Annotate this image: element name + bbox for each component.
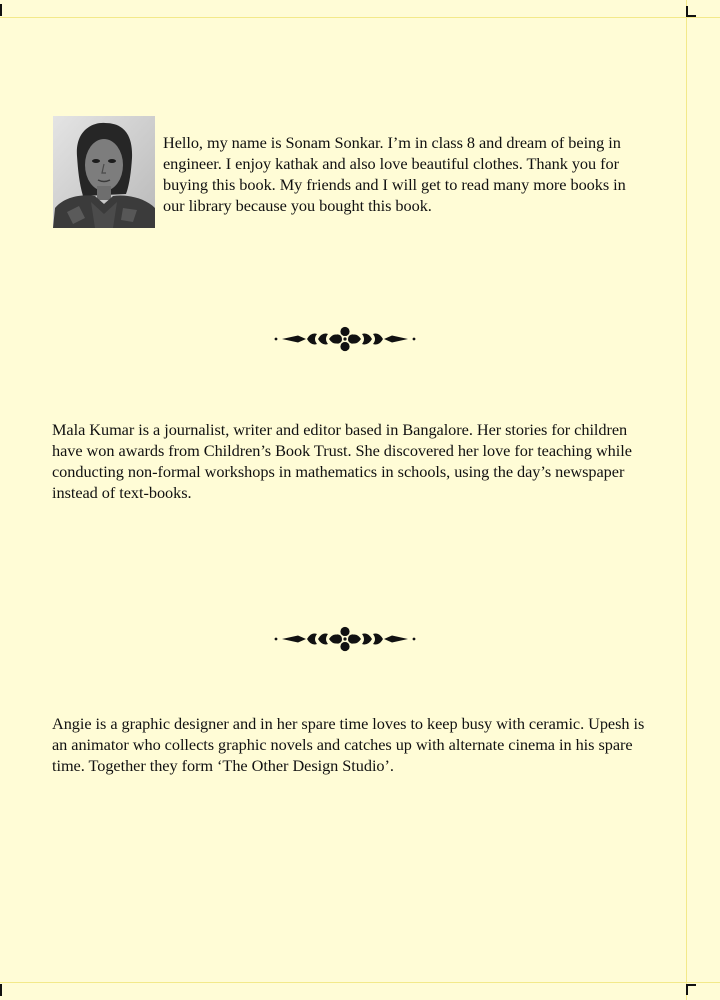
illustrator-bio-text: Angie is a graphic designer and in her spare time loves to keep busy with ceramic. Upesh is an animator who collects graphic novels and catches up with alternate cinema in his spare time. Together they form ‘The Other Design Studio’. bbox=[52, 714, 645, 775]
crop-mark-top-left bbox=[0, 4, 2, 16]
crop-mark-top-right-horizontal bbox=[686, 15, 696, 17]
trim-line-right bbox=[686, 0, 687, 1000]
crop-mark-bottom-left bbox=[0, 984, 2, 996]
author-bio-text: Mala Kumar is a journalist, writer and editor based in Bangalore. Her stories for children have won awards from Children’s Book Trust. She discovered her love for teaching while conducting non-formal workshops in mathematics in schools, using the day’s newspaper instead of text-books. bbox=[52, 420, 632, 502]
child-introduction-text: Hello, my name is Sonam Sonkar. I’m in class 8 and dream of being in engineer. I enjoy kathak and also love beautiful clothes. Thank you for buying this book. My friends and I will get to read many more books in our library because you bought this book. bbox=[163, 133, 626, 215]
portrait-illustration bbox=[53, 116, 155, 228]
child-portrait-photo bbox=[53, 116, 155, 228]
decorative-divider-icon bbox=[272, 324, 418, 354]
crop-mark-bottom-right-horizontal bbox=[686, 984, 696, 986]
trim-line-bottom bbox=[0, 982, 720, 983]
decorative-divider-icon bbox=[272, 624, 418, 654]
trim-line-top bbox=[0, 17, 720, 18]
